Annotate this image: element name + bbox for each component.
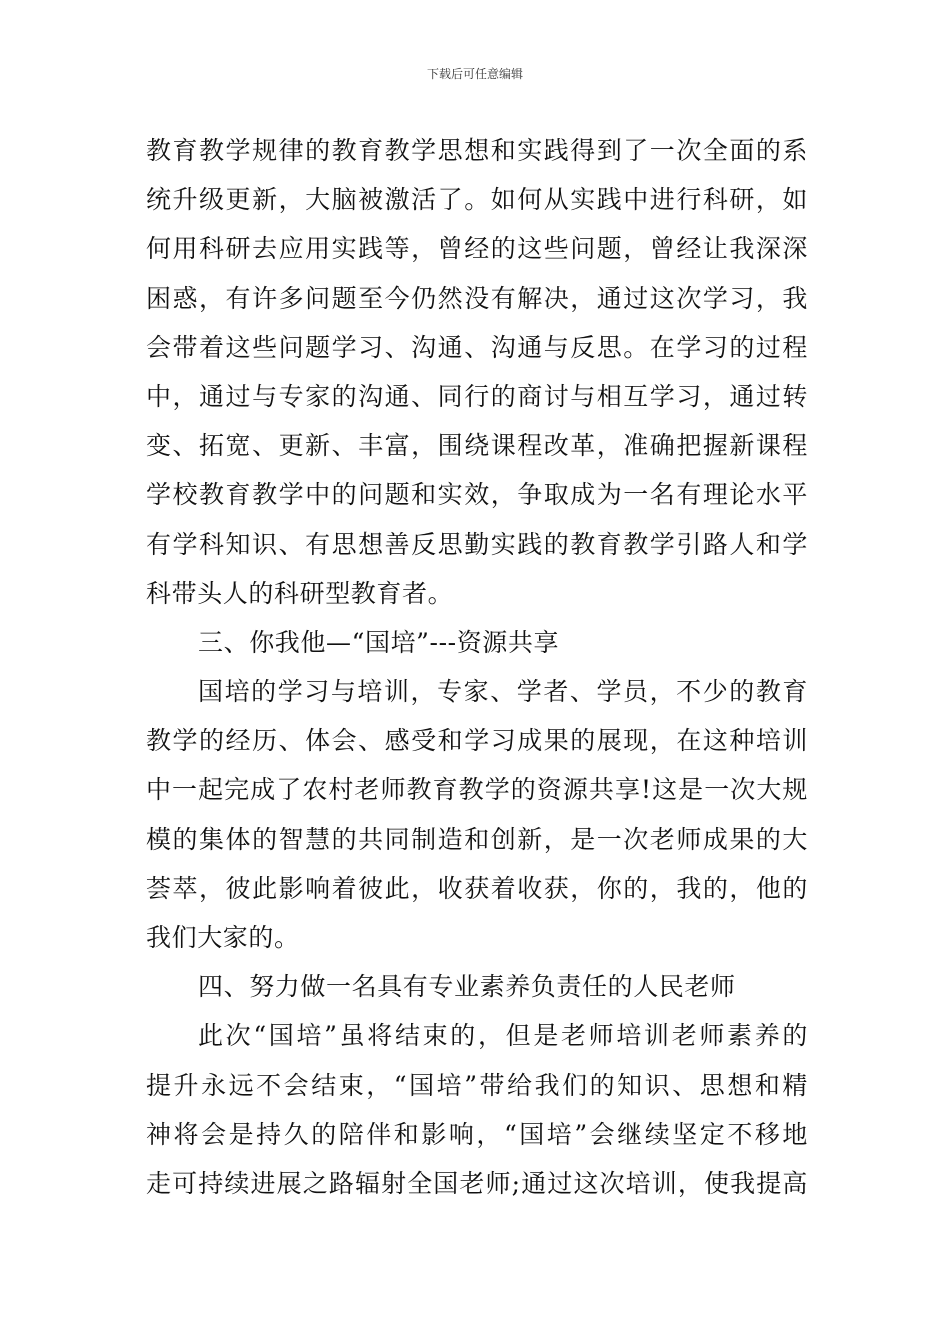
paragraph-line: 中一起完成了农村老师教育教学的资源共享!这是一次大规: [146, 775, 808, 805]
paragraph-line: 教育教学规律的教育教学思想和实践得到了一次全面的系: [146, 136, 808, 165]
paragraph-line: 走可持续进展之路辐射全国老师;通过这次培训，使我提高: [146, 1168, 808, 1198]
page-header: 下载后可任意编辑: [426, 67, 523, 81]
paragraph-line: 提升永远不会结束，“国培”带给我们的知识、思想和精: [146, 1070, 808, 1100]
paragraph-line: 中，通过与专家的沟通、同行的商讨与相互学习，通过转: [146, 381, 808, 411]
paragraph-line: 学校教育教学中的问题和实效，争取成为一名有理论水平: [146, 480, 808, 510]
paragraph-line: 神将会是持久的陪伴和影响，“国培”会继续坚定不移地: [146, 1119, 808, 1149]
paragraph-line: 科带头人的科研型教育者。: [146, 578, 454, 608]
paragraph-line: 教学的经历、体会、感受和学习成果的展现，在这种培训: [146, 726, 808, 756]
paragraph-line: 荟萃，彼此影响着彼此，收获着收获，你的，我的，他的: [146, 873, 808, 903]
paragraph-line: 困惑，有许多问题至今仍然没有解决，通过这次学习，我: [146, 283, 808, 313]
paragraph-line: 此次“国培”虽将结束的，但是老师培训老师素养的: [198, 1021, 808, 1051]
paragraph-line: 模的集体的智慧的共同制造和创新，是一次老师成果的大: [146, 824, 808, 854]
section-heading-line: 四、努力做一名具有专业素养负责任的人民老师: [198, 972, 736, 1002]
paragraph-line: 我们大家的。: [146, 923, 300, 952]
paragraph-line: 变、拓宽、更新、丰富，围绕课程改革，准确把握新课程: [146, 431, 808, 461]
paragraph-line: 有学科知识、有思想善反思勤实践的教育教学引路人和学: [146, 529, 808, 559]
paragraph-line: 会带着这些问题学习、沟通、沟通与反思。在学习的过程: [146, 332, 808, 362]
paragraph-line: 国培的学习与培训，专家、学者、学员，不少的教育: [198, 677, 808, 707]
paragraph-line: 何用科研去应用实践等，曾经的这些问题，曾经让我深深: [146, 234, 808, 264]
document-body: [146, 126, 808, 1208]
paragraph-line: 统升级更新，大脑被激活了。如何从实践中进行科研，如: [146, 185, 808, 215]
section-heading-line: 三、你我他—“国培”---资源共享: [198, 627, 560, 657]
